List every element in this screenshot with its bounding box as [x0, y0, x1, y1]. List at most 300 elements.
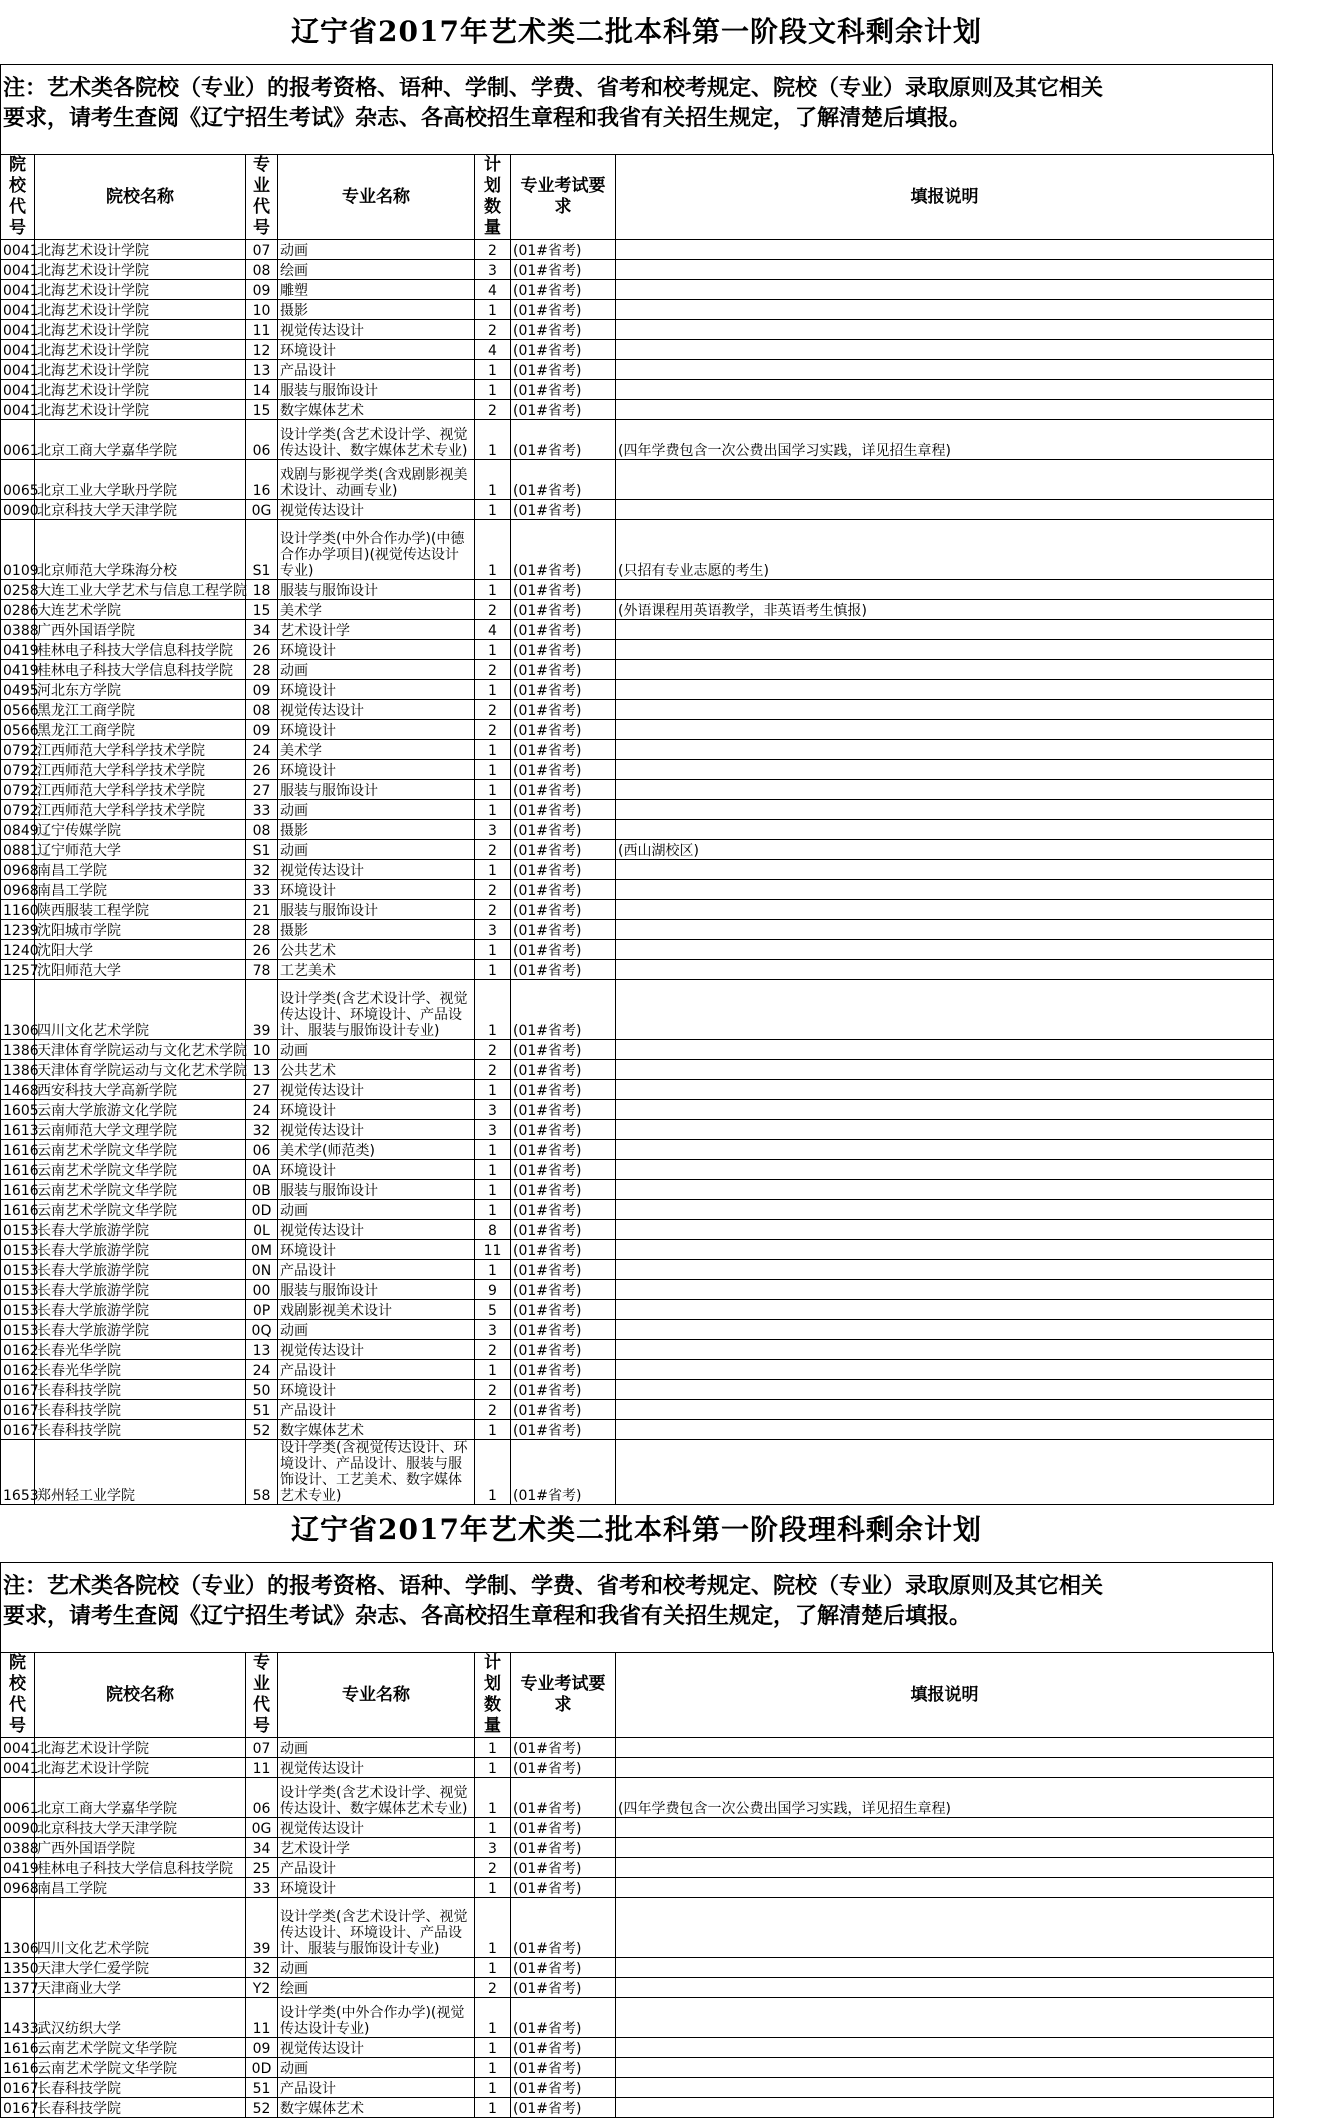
major-code-cell: 0G	[246, 1818, 278, 1838]
major-name-cell: 动画	[278, 240, 475, 260]
plan-count-cell: 1	[475, 740, 511, 760]
major-name-cell: 服装与服饰设计	[278, 780, 475, 800]
major-name-cell: 视觉传达设计	[278, 1758, 475, 1778]
school-code-cell: 0286	[1, 600, 35, 620]
school-code-cell: 0849	[1, 820, 35, 840]
table-row	[1, 740, 1274, 760]
arts-science-plan-sheet	[0, 1498, 1273, 2118]
school-code-cell: 0041	[1, 260, 35, 280]
filling-note-cell	[616, 2038, 1274, 2058]
school-name-cell: 北海艺术设计学院	[35, 300, 246, 320]
major-name-cell: 视觉传达设计	[278, 2038, 475, 2058]
filling-note-cell	[616, 760, 1274, 780]
plan-count-cell: 1	[475, 1140, 511, 1160]
exam-requirement-cell: (01#省考)	[511, 1400, 616, 1420]
major-code-cell: 51	[246, 1400, 278, 1420]
filling-note-cell	[616, 1998, 1274, 2038]
exam-requirement-cell: (01#省考)	[511, 720, 616, 740]
major-name-cell: 视觉传达设计	[278, 500, 475, 520]
school-name-cell: 江西师范大学科学技术学院	[35, 780, 246, 800]
school-name-cell: 云南师范大学文理学院	[35, 1120, 246, 1140]
filling-note-cell	[616, 1100, 1274, 1120]
exam-requirement-cell: (01#省考)	[511, 1180, 616, 1200]
table-row	[1, 980, 1274, 1040]
header-school-name: 院校名称	[35, 155, 246, 240]
major-code-cell: 52	[246, 2098, 278, 2118]
major-name-cell: 动画	[278, 1958, 475, 1978]
major-code-cell: 28	[246, 920, 278, 940]
school-code-cell: 0041	[1, 280, 35, 300]
plan-count-cell: 2	[475, 320, 511, 340]
school-name-cell: 江西师范大学科学技术学院	[35, 740, 246, 760]
plan-count-cell: 1	[475, 2058, 511, 2078]
major-code-cell: 50	[246, 1380, 278, 1400]
plan-count-cell: 3	[475, 260, 511, 280]
major-code-cell: 39	[246, 1898, 278, 1958]
exam-requirement-cell: (01#省考)	[511, 1140, 616, 1160]
exam-requirement-cell: (01#省考)	[511, 240, 616, 260]
exam-requirement-cell: (01#省考)	[511, 840, 616, 860]
school-name-cell: 辽宁师范大学	[35, 840, 246, 860]
plan-count-cell: 1	[475, 760, 511, 780]
table-row	[1, 660, 1274, 680]
school-name-cell: 辽宁传媒学院	[35, 820, 246, 840]
major-code-cell: 12	[246, 340, 278, 360]
school-name-cell: 云南艺术学院文华学院	[35, 1180, 246, 1200]
table-row	[1, 1240, 1274, 1260]
school-name-cell: 大连艺术学院	[35, 600, 246, 620]
plan-count-cell: 4	[475, 280, 511, 300]
exam-requirement-cell: (01#省考)	[511, 1160, 616, 1180]
filling-note-cell	[616, 1758, 1274, 1778]
table-row	[1, 420, 1274, 460]
school-name-cell: 长春大学旅游学院	[35, 1300, 246, 1320]
table-row	[1, 1898, 1274, 1958]
major-name-cell: 设计学类(含艺术设计学、视觉传达设计、环境设计、产品设计、服装与服饰设计专业)	[278, 1898, 475, 1958]
exam-requirement-cell: (01#省考)	[511, 460, 616, 500]
table-row	[1, 580, 1274, 600]
filling-note-cell: (四年学费包含一次公费出国学习实践，详见招生章程)	[616, 1778, 1274, 1818]
school-code-cell: 0061	[1, 420, 35, 460]
plan-count-cell: 4	[475, 340, 511, 360]
major-code-cell: 32	[246, 1958, 278, 1978]
school-name-cell: 天津体育学院运动与文化艺术学院	[35, 1060, 246, 1080]
table-row	[1, 380, 1274, 400]
exam-requirement-cell: (01#省考)	[511, 1878, 616, 1898]
plan-count-cell: 2	[475, 1400, 511, 1420]
major-code-cell: 13	[246, 1340, 278, 1360]
major-code-cell: 08	[246, 260, 278, 280]
table-row	[1, 1100, 1274, 1120]
table-header-row	[1, 1653, 1274, 1738]
school-code-cell: 1605	[1, 1100, 35, 1120]
table-header-row	[1, 155, 1274, 240]
table-row	[1, 640, 1274, 660]
table-row	[1, 1060, 1274, 1080]
school-code-cell: 1613	[1, 1120, 35, 1140]
major-name-cell: 数字媒体艺术	[278, 1420, 475, 1440]
major-code-cell: 06	[246, 1140, 278, 1160]
exam-requirement-cell: (01#省考)	[511, 1758, 616, 1778]
exam-requirement-cell: (01#省考)	[511, 1220, 616, 1240]
major-code-cell: 34	[246, 620, 278, 640]
major-code-cell: 09	[246, 720, 278, 740]
major-name-cell: 公共艺术	[278, 1060, 475, 1080]
table-row	[1, 1340, 1274, 1360]
school-code-cell: 0090	[1, 1818, 35, 1838]
exam-requirement-cell: (01#省考)	[511, 1858, 616, 1878]
school-name-cell: 北海艺术设计学院	[35, 260, 246, 280]
exam-requirement-cell: (01#省考)	[511, 1200, 616, 1220]
filling-note-cell	[616, 1958, 1274, 1978]
major-name-cell: 环境设计	[278, 640, 475, 660]
filling-note-cell	[616, 620, 1274, 640]
major-name-cell: 环境设计	[278, 720, 475, 740]
filling-note-cell	[616, 880, 1274, 900]
major-name-cell: 动画	[278, 840, 475, 860]
filling-note-cell	[616, 260, 1274, 280]
school-code-cell: 1350	[1, 1958, 35, 1978]
major-code-cell: 24	[246, 1360, 278, 1380]
plan-count-cell: 1	[475, 780, 511, 800]
table-row	[1, 1400, 1274, 1420]
exam-requirement-cell: (01#省考)	[511, 1420, 616, 1440]
exam-requirement-cell: (01#省考)	[511, 1300, 616, 1320]
major-code-cell: 27	[246, 780, 278, 800]
school-name-cell: 云南艺术学院文华学院	[35, 1140, 246, 1160]
school-code-cell: 0258	[1, 580, 35, 600]
school-name-cell: 长春大学旅游学院	[35, 1260, 246, 1280]
school-name-cell: 北海艺术设计学院	[35, 340, 246, 360]
school-code-cell: 1377	[1, 1978, 35, 1998]
major-name-cell: 环境设计	[278, 340, 475, 360]
major-code-cell: Y2	[246, 1978, 278, 1998]
school-code-cell: 1616	[1, 2038, 35, 2058]
exam-requirement-cell: (01#省考)	[511, 1978, 616, 1998]
table-row	[1, 2098, 1274, 2118]
major-code-cell: 15	[246, 400, 278, 420]
filling-note-cell	[616, 500, 1274, 520]
major-code-cell: S1	[246, 840, 278, 860]
school-name-cell: 北海艺术设计学院	[35, 380, 246, 400]
exam-requirement-cell: (01#省考)	[511, 500, 616, 520]
plan-count-cell: 1	[475, 300, 511, 320]
school-name-cell: 长春科技学院	[35, 1420, 246, 1440]
header-major-code: 专业代号	[246, 155, 278, 240]
school-code-cell: 0041	[1, 300, 35, 320]
header-filling-notes: 填报说明	[616, 155, 1274, 240]
plan-count-cell: 1	[475, 580, 511, 600]
major-code-cell: 0B	[246, 1180, 278, 1200]
school-name-cell: 天津体育学院运动与文化艺术学院	[35, 1040, 246, 1060]
major-name-cell: 产品设计	[278, 1260, 475, 1280]
school-name-cell: 北海艺术设计学院	[35, 400, 246, 420]
school-name-cell: 长春光华学院	[35, 1340, 246, 1360]
major-name-cell: 产品设计	[278, 1400, 475, 1420]
plan-count-cell: 5	[475, 1300, 511, 1320]
sheet-title: 辽宁省2017年艺术类二批本科第一阶段文科剩余计划	[291, 15, 982, 48]
school-name-cell: 沈阳师范大学	[35, 960, 246, 980]
major-code-cell: 11	[246, 1758, 278, 1778]
school-name-cell: 黑龙江工商学院	[35, 700, 246, 720]
school-name-cell: 郑州轻工业学院	[35, 1440, 246, 1505]
major-name-cell: 公共艺术	[278, 940, 475, 960]
major-name-cell: 环境设计	[278, 680, 475, 700]
table-row	[1, 760, 1274, 780]
school-code-cell: 0167	[1, 2098, 35, 2118]
plan-table	[0, 154, 1274, 1505]
school-name-cell: 长春科技学院	[35, 2098, 246, 2118]
major-name-cell: 产品设计	[278, 1360, 475, 1380]
school-name-cell: 北京工商大学嘉华学院	[35, 1778, 246, 1818]
exam-requirement-cell: (01#省考)	[511, 980, 616, 1040]
major-code-cell: 13	[246, 1060, 278, 1080]
major-name-cell: 摄影	[278, 300, 475, 320]
filling-note-cell	[616, 2058, 1274, 2078]
school-code-cell: 1616	[1, 1140, 35, 1160]
table-row	[1, 1738, 1274, 1758]
major-code-cell: 24	[246, 740, 278, 760]
sheet-title: 辽宁省2017年艺术类二批本科第一阶段理科剩余计划	[291, 1513, 982, 1546]
major-name-cell: 动画	[278, 800, 475, 820]
table-row	[1, 240, 1274, 260]
school-code-cell: 0419	[1, 1858, 35, 1878]
filling-note-cell	[616, 1380, 1274, 1400]
exam-requirement-cell: (01#省考)	[511, 640, 616, 660]
filling-note-cell	[616, 1220, 1274, 1240]
school-code-cell: 0167	[1, 2078, 35, 2098]
major-name-cell: 数字媒体艺术	[278, 400, 475, 420]
major-code-cell: 26	[246, 940, 278, 960]
filling-note-cell	[616, 1858, 1274, 1878]
school-name-cell: 江西师范大学科学技术学院	[35, 800, 246, 820]
major-code-cell: 26	[246, 760, 278, 780]
school-name-cell: 南昌工学院	[35, 860, 246, 880]
filling-note-cell	[616, 1240, 1274, 1260]
table-row	[1, 920, 1274, 940]
school-code-cell: 0792	[1, 740, 35, 760]
school-name-cell: 北海艺术设计学院	[35, 360, 246, 380]
major-name-cell: 视觉传达设计	[278, 860, 475, 880]
table-row	[1, 520, 1274, 580]
filling-note-cell	[616, 1320, 1274, 1340]
table-row	[1, 2058, 1274, 2078]
school-code-cell: 1653	[1, 1440, 35, 1505]
major-code-cell: 10	[246, 300, 278, 320]
plan-count-cell: 1	[475, 380, 511, 400]
table-row	[1, 1778, 1274, 1818]
plan-count-cell: 1	[475, 360, 511, 380]
table-row	[1, 620, 1274, 640]
school-name-cell: 北京科技大学天津学院	[35, 500, 246, 520]
school-name-cell: 长春科技学院	[35, 1400, 246, 1420]
major-name-cell: 戏剧影视美术设计	[278, 1300, 475, 1320]
table-row	[1, 1360, 1274, 1380]
filling-note-cell	[616, 1400, 1274, 1420]
table-row	[1, 1440, 1274, 1505]
exam-requirement-cell: (01#省考)	[511, 260, 616, 280]
filling-note-cell	[616, 2078, 1274, 2098]
school-name-cell: 沈阳大学	[35, 940, 246, 960]
exam-requirement-cell: (01#省考)	[511, 620, 616, 640]
exam-requirement-cell: (01#省考)	[511, 520, 616, 580]
table-row	[1, 300, 1274, 320]
major-name-cell: 环境设计	[278, 760, 475, 780]
table-row	[1, 360, 1274, 380]
school-code-cell: 1616	[1, 2058, 35, 2078]
major-code-cell: 08	[246, 700, 278, 720]
major-name-cell: 动画	[278, 1738, 475, 1758]
school-code-cell: 0065	[1, 460, 35, 500]
school-name-cell: 云南大学旅游文化学院	[35, 1100, 246, 1120]
exam-requirement-cell: (01#省考)	[511, 300, 616, 320]
table-row	[1, 500, 1274, 520]
school-name-cell: 沈阳城市学院	[35, 920, 246, 940]
major-name-cell: 产品设计	[278, 360, 475, 380]
school-name-cell: 四川文化艺术学院	[35, 1898, 246, 1958]
school-name-cell: 北京工商大学嘉华学院	[35, 420, 246, 460]
major-name-cell: 美术学	[278, 740, 475, 760]
filling-note-cell: (外语课程用英语教学，非英语考生慎报)	[616, 600, 1274, 620]
filling-note-cell	[616, 1440, 1274, 1505]
table-row	[1, 680, 1274, 700]
school-name-cell: 广西外国语学院	[35, 620, 246, 640]
school-code-cell: 0041	[1, 340, 35, 360]
school-code-cell: 0041	[1, 1758, 35, 1778]
school-code-cell: 0792	[1, 760, 35, 780]
major-code-cell: 0L	[246, 1220, 278, 1240]
major-name-cell: 艺术设计学	[278, 620, 475, 640]
school-name-cell: 长春光华学院	[35, 1360, 246, 1380]
major-name-cell: 环境设计	[278, 1240, 475, 1260]
exam-requirement-cell: (01#省考)	[511, 360, 616, 380]
exam-requirement-cell: (01#省考)	[511, 420, 616, 460]
school-name-cell: 北海艺术设计学院	[35, 280, 246, 300]
filling-note-cell	[616, 360, 1274, 380]
plan-count-cell: 1	[475, 940, 511, 960]
table-row	[1, 460, 1274, 500]
plan-count-cell: 2	[475, 600, 511, 620]
school-code-cell: 1616	[1, 1200, 35, 1220]
major-code-cell: 0D	[246, 2058, 278, 2078]
filling-note-cell	[616, 1280, 1274, 1300]
plan-table	[0, 1652, 1274, 2118]
major-code-cell: 07	[246, 1738, 278, 1758]
table-row	[1, 1758, 1274, 1778]
school-code-cell: 0153	[1, 1280, 35, 1300]
plan-count-cell: 1	[475, 1898, 511, 1958]
filling-note-cell	[616, 860, 1274, 880]
school-code-cell: 0153	[1, 1260, 35, 1280]
plan-count-cell: 2	[475, 1340, 511, 1360]
school-name-cell: 北海艺术设计学院	[35, 240, 246, 260]
plan-count-cell: 9	[475, 1280, 511, 1300]
filling-note-cell	[616, 1978, 1274, 1998]
filling-note-cell	[616, 320, 1274, 340]
major-name-cell: 产品设计	[278, 2078, 475, 2098]
header-plan-count: 计划数量	[475, 155, 511, 240]
filling-note-cell	[616, 700, 1274, 720]
plan-count-cell: 1	[475, 1440, 511, 1505]
exam-requirement-cell: (01#省考)	[511, 660, 616, 680]
school-code-cell: 0041	[1, 400, 35, 420]
school-code-cell: 0566	[1, 700, 35, 720]
school-name-cell: 桂林电子科技大学信息科技学院	[35, 1858, 246, 1878]
major-code-cell: 0Q	[246, 1320, 278, 1340]
major-code-cell: 0D	[246, 1200, 278, 1220]
major-name-cell: 美术学	[278, 600, 475, 620]
plan-count-cell: 2	[475, 240, 511, 260]
exam-requirement-cell: (01#省考)	[511, 700, 616, 720]
filling-note-cell: (四年学费包含一次公费出国学习实践，详见招生章程)	[616, 420, 1274, 460]
exam-requirement-cell: (01#省考)	[511, 1360, 616, 1380]
exam-requirement-cell: (01#省考)	[511, 2078, 616, 2098]
school-name-cell: 云南艺术学院文华学院	[35, 1160, 246, 1180]
plan-count-cell: 1	[475, 680, 511, 700]
major-name-cell: 设计学类(含艺术设计学、视觉传达设计、数字媒体艺术专业)	[278, 420, 475, 460]
header-school-code: 院校代号	[1, 1653, 35, 1738]
major-code-cell: 09	[246, 280, 278, 300]
table-row	[1, 260, 1274, 280]
filling-note-cell	[616, 340, 1274, 360]
exam-requirement-cell: (01#省考)	[511, 2098, 616, 2118]
plan-count-cell: 2	[475, 1978, 511, 1998]
major-name-cell: 工艺美术	[278, 960, 475, 980]
filling-note-cell	[616, 300, 1274, 320]
school-name-cell: 北海艺术设计学院	[35, 1738, 246, 1758]
header-major-name: 专业名称	[278, 1653, 475, 1738]
table-row	[1, 860, 1274, 880]
major-code-cell: 58	[246, 1440, 278, 1505]
major-code-cell: 24	[246, 1100, 278, 1120]
school-name-cell: 江西师范大学科学技术学院	[35, 760, 246, 780]
table-row	[1, 320, 1274, 340]
school-code-cell: 1386	[1, 1060, 35, 1080]
plan-count-cell: 3	[475, 1320, 511, 1340]
school-code-cell: 0162	[1, 1360, 35, 1380]
header-exam-requirement: 专业考试要求	[511, 155, 616, 240]
school-name-cell: 黑龙江工商学院	[35, 720, 246, 740]
school-code-cell: 0162	[1, 1340, 35, 1360]
school-code-cell: 1433	[1, 1998, 35, 2038]
school-name-cell: 四川文化艺术学院	[35, 980, 246, 1040]
table-row	[1, 1280, 1274, 1300]
major-name-cell: 环境设计	[278, 1878, 475, 1898]
major-code-cell: 0A	[246, 1160, 278, 1180]
table-row	[1, 820, 1274, 840]
school-code-cell: 0041	[1, 1738, 35, 1758]
table-row	[1, 400, 1274, 420]
table-row	[1, 1858, 1274, 1878]
plan-count-cell: 1	[475, 1998, 511, 2038]
major-name-cell: 环境设计	[278, 1160, 475, 1180]
table-row	[1, 940, 1274, 960]
plan-count-cell: 1	[475, 1160, 511, 1180]
major-code-cell: 07	[246, 240, 278, 260]
filling-note-cell	[616, 380, 1274, 400]
major-name-cell: 设计学类(中外合作办学)(视觉传达设计专业)	[278, 1998, 475, 2038]
plan-count-cell: 1	[475, 1080, 511, 1100]
major-code-cell: 26	[246, 640, 278, 660]
filling-note-cell	[616, 1080, 1274, 1100]
school-code-cell: 0153	[1, 1220, 35, 1240]
exam-requirement-cell: (01#省考)	[511, 860, 616, 880]
header-exam-requirement: 专业考试要求	[511, 1653, 616, 1738]
table-row	[1, 340, 1274, 360]
school-code-cell: 0041	[1, 360, 35, 380]
school-name-cell: 广西外国语学院	[35, 1838, 246, 1858]
header-major-name: 专业名称	[278, 155, 475, 240]
